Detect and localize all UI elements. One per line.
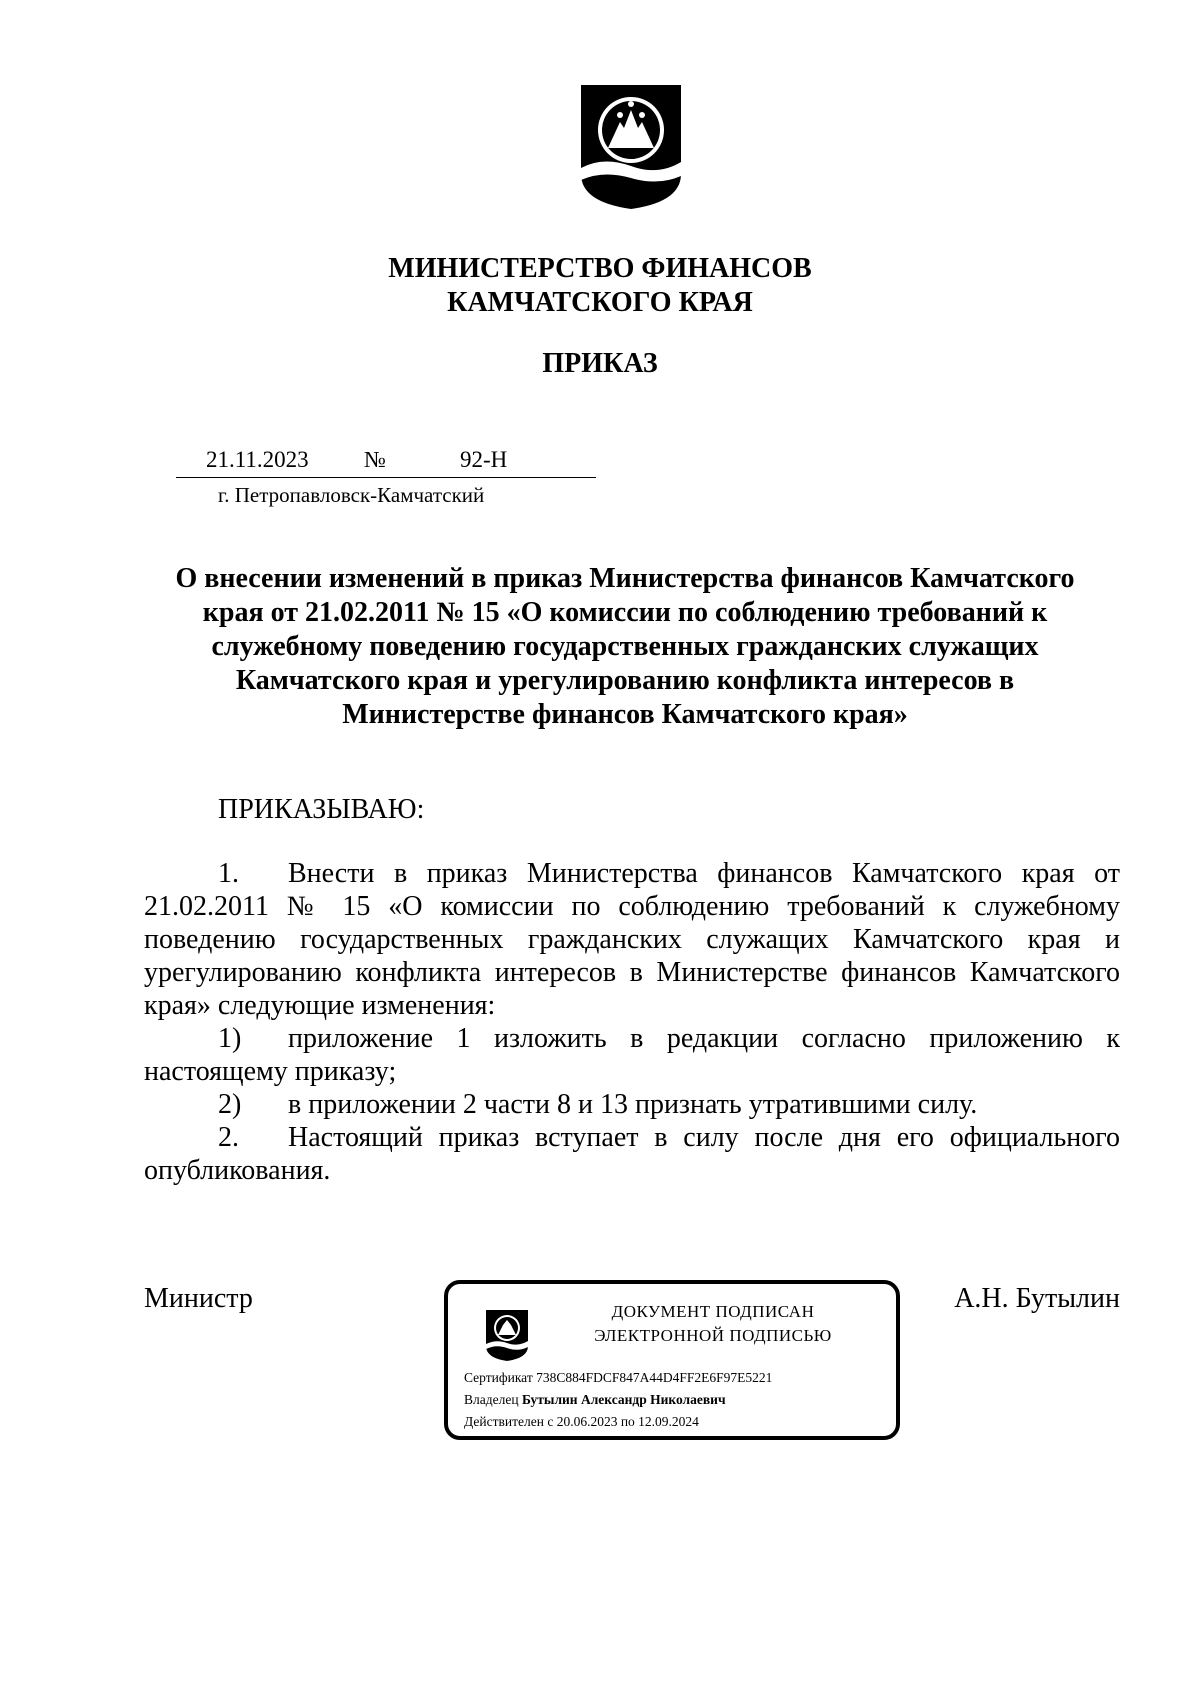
owner-label: Владелец: [464, 1392, 519, 1407]
order-body: [144, 857, 1120, 1187]
signer-position: Министр: [144, 1283, 253, 1314]
validity-to: 12.09.2024: [638, 1414, 699, 1429]
validity-from: 20.06.2023: [556, 1414, 618, 1429]
subject-line: края от 21.02.2011 № 15 «О комиссии по соблюдению требований к: [202, 597, 1048, 628]
subject-line: Камчатского края и урегулированию конфликта интересов в: [235, 665, 1015, 696]
owner-line: [464, 1392, 726, 1408]
city: г. Петропавловск-Камчатский: [218, 483, 485, 507]
subject-line: О внесении изменений в приказ Министерства финансов Камчатского: [175, 563, 1075, 594]
owner-value: Бутылин Александр Николаевич: [521, 1392, 726, 1407]
stamp-heading-line: ЭЛЕКТРОННОЙ ПОДПИСЬЮ: [594, 1326, 832, 1345]
subparagraph-2: [144, 1088, 1120, 1121]
number-sign: №: [364, 447, 386, 472]
date-number-line: [176, 447, 596, 478]
paragraph-text: Внести в приказ Министерства финансов Камчатского края от 21.02.2011 № 15 «О комиссии по соблюдению требований к служебному поведению государственных гражданских служащих Камчатского края и урегулированию конфликта интересов в Министерстве финансов Камчатского края» следующие изменения:: [144, 858, 1120, 1021]
paragraph-1: [144, 857, 1120, 1022]
paragraph-number: 2.: [218, 1122, 239, 1153]
validity-label: Действителен: [464, 1414, 544, 1429]
validity-to-word: по: [620, 1414, 635, 1429]
doc-type-title: ПРИКАЗ: [542, 348, 658, 379]
certificate-line: [464, 1370, 772, 1386]
ministry-name: [0, 252, 1200, 320]
directive: ПРИКАЗЫВАЮ:: [218, 794, 425, 825]
paragraph-text: Настоящий приказ вступает в силу после дня его официального опубликования.: [144, 1122, 1120, 1186]
subject-line: Министерстве финансов Камчатского края»: [342, 699, 908, 730]
electronic-signature-stamp: [444, 1280, 900, 1440]
certificate-value: 738C884FDCF847A44D4FF2E6F97E5221: [536, 1370, 773, 1385]
order-subject: [150, 562, 1100, 732]
paragraph-text: приложение 1 изложить в редакции согласно приложению к настоящему приказу;: [144, 1023, 1120, 1087]
certificate-label: Сертификат: [464, 1370, 533, 1385]
kamchatka-coat-of-arms-icon: [578, 82, 684, 212]
paragraph-2: [144, 1121, 1120, 1187]
paragraph-text: в приложении 2 части 8 и 13 признать утратившими силу.: [288, 1089, 978, 1120]
paragraph-number: 1): [218, 1023, 242, 1054]
order-number: 92-Н: [460, 447, 508, 472]
ministry-line-1: МИНИСТЕРСТВО ФИНАНСОВ: [388, 253, 812, 284]
paragraph-number: 2): [218, 1089, 242, 1120]
subject-line: служебному поведению государственных гражданских служащих: [211, 631, 1039, 662]
stamp-emblem-icon: [484, 1308, 530, 1362]
subparagraph-1: [144, 1022, 1120, 1088]
signer-name: А.Н. Бутылин: [954, 1283, 1120, 1314]
paragraph-number: 1.: [218, 858, 239, 889]
stamp-heading: [548, 1300, 878, 1348]
order-date: 21.11.2023: [206, 447, 309, 472]
validity-line: [464, 1414, 699, 1430]
validity-from-word: с: [547, 1414, 554, 1429]
stamp-heading-line: ДОКУМЕНТ ПОДПИСАН: [611, 1302, 815, 1321]
ministry-line-2: КАМЧАТСКОГО КРАЯ: [447, 287, 753, 318]
